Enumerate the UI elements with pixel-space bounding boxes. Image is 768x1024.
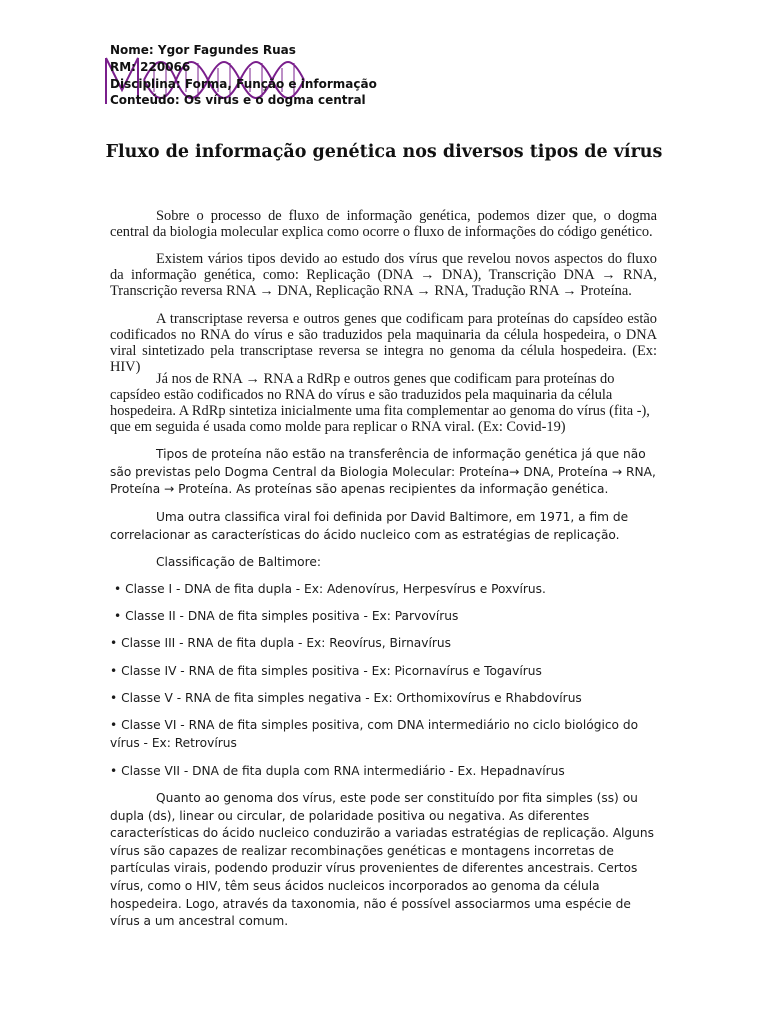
baltimore-heading: Classificação de Baltimore: xyxy=(156,555,321,569)
paragraph-dogma: Sobre o processo de fluxo de informação genética, podemos dizer que, o dogma central da biologia molecular explica como ocorre o fluxo de informações do código genético. xyxy=(110,208,657,240)
list-item: • Classe I - DNA de fita dupla - Ex: Adenovírus, Herpesvírus e Poxvírus. xyxy=(114,582,546,596)
list-item: • Classe II - DNA de fita simples positiva - Ex: Parvovírus xyxy=(114,609,459,623)
list-item: • Classe IV - RNA de fita simples positiva - Ex: Picornavírus e Togavírus xyxy=(110,664,542,678)
document-title: Fluxo de informação genética nos diversos tipos de vírus xyxy=(105,142,663,162)
list-item: • Classe V - RNA de fita simples negativa - Ex: Orthomixovírus e Rhabdovírus xyxy=(110,691,582,705)
list-item: • Classe VI - RNA de fita simples positiva, com DNA intermediário no ciclo biológico do vírus - Ex: Retrovírus xyxy=(110,718,639,750)
student-rm: RM: 220066 xyxy=(110,59,191,74)
student-header xyxy=(110,42,377,109)
discipline: Disciplina: Forma, Função e informação xyxy=(110,76,377,91)
paragraph-transcriptase: A transcriptase reversa e outros genes que codificam para proteínas do capsídeo estão codificados no RNA do vírus e são traduzidos pela maquinaria da célula hospedeira, o DNA viral sintetizado pela transcriptase reversa se integra no genoma da célula hospedeira. (Ex: HIV) xyxy=(110,311,657,375)
list-item: • Classe VII - DNA de fita dupla com RNA intermediário - Ex. Hepadnavírus xyxy=(110,764,565,778)
paragraph-genome: Quanto ao genoma dos vírus, este pode ser constituído por fita simples (ss) ou dupla (ds), linear ou circular, de polaridade positiva ou negativa. As diferentes características do ácido nucleico conduzirão a variadas estratégias de replicação. Alguns vírus são capazes de realizar recombinações genéticas e montagens incorretas de partículas virais, podendo produzir vírus provenientes de diferentes ancestrais. Certos vírus, como o HIV, têm seus ácidos nucleicos incorporados ao genoma da célula hospedeira. Logo, através da taxonomia, não é possível associarmos uma espécie de vírus a um ancestral comum. xyxy=(110,791,654,929)
content-topic: Conteúdo: Os vírus e o dogma central xyxy=(110,93,366,108)
paragraph-rdrp: Já nos de RNA → RNA a RdRp e outros genes que codificam para proteínas do capsídeo estão codificados no RNA do vírus e são traduzidos pela maquinaria da célula hospedeira. A RdRp sintetiza inicialmente uma fita complementar ao genoma do vírus (fita -), que em seguida é usada como molde para replicar o RNA viral. (Ex: Covid-19) xyxy=(110,371,650,435)
list-item: • Classe III - RNA de fita dupla - Ex: Reovírus, Birnavírus xyxy=(110,636,451,650)
paragraph-flux-types: Existem vários tipos devido ao estudo dos vírus que revelou novos aspectos do fluxo da informação genética, como: Replicação (DNA → DNA), Transcrição DNA → RNA, Transcrição reversa RNA → DNA, Replicação RNA → RNA, Tradução RNA → Proteína. xyxy=(110,251,657,299)
paragraph-baltimore-intro: Uma outra classifica viral foi definida por David Baltimore, em 1971, a fim de correlacionar as características do ácido nucleico com as estratégias de replicação. xyxy=(110,510,629,542)
paragraph-protein: Tipos de proteína não estão na transferência de informação genética já que não são previstas pelo Dogma Central da Biologia Molecular: Proteína→ DNA, Proteína → RNA, Proteína → Proteína. As proteínas são apenas recipientes da informação genética. xyxy=(110,447,656,497)
student-name: Nome: Ygor Fagundes Ruas xyxy=(110,43,296,57)
